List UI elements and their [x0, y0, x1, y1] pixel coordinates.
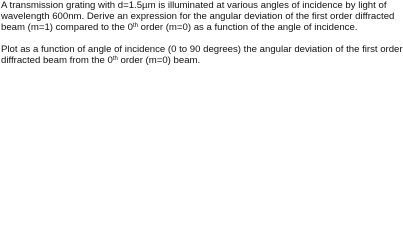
text-segment: diffracted beam from the 0: [1, 55, 113, 66]
text-line: Plot as a function of angle of incidence (0 to 90 degrees) the angular deviation of the first order: [1, 44, 403, 55]
text-segment: order (m=0) beam.: [117, 55, 201, 66]
text-line: wavelength 600nm. Derive an expression for the angular deviation of the first order diffracted: [1, 11, 395, 22]
text-line: A transmission grating with d=1.5µm is illuminated at various angles of incidence by light of: [1, 0, 387, 11]
problem-paragraph-derive: [1, 0, 395, 33]
text-segment: beam (m=1) compared to the 0: [1, 22, 133, 33]
text-line: [1, 55, 349, 66]
problem-text: [1, 0, 403, 66]
problem-paragraph-plot: [1, 44, 403, 66]
text-segment: order (m=0) as a function of the angle of incidence.: [138, 22, 358, 33]
superscript-th: th: [132, 23, 138, 29]
superscript-th: th: [112, 56, 118, 62]
text-line: [1, 22, 358, 33]
